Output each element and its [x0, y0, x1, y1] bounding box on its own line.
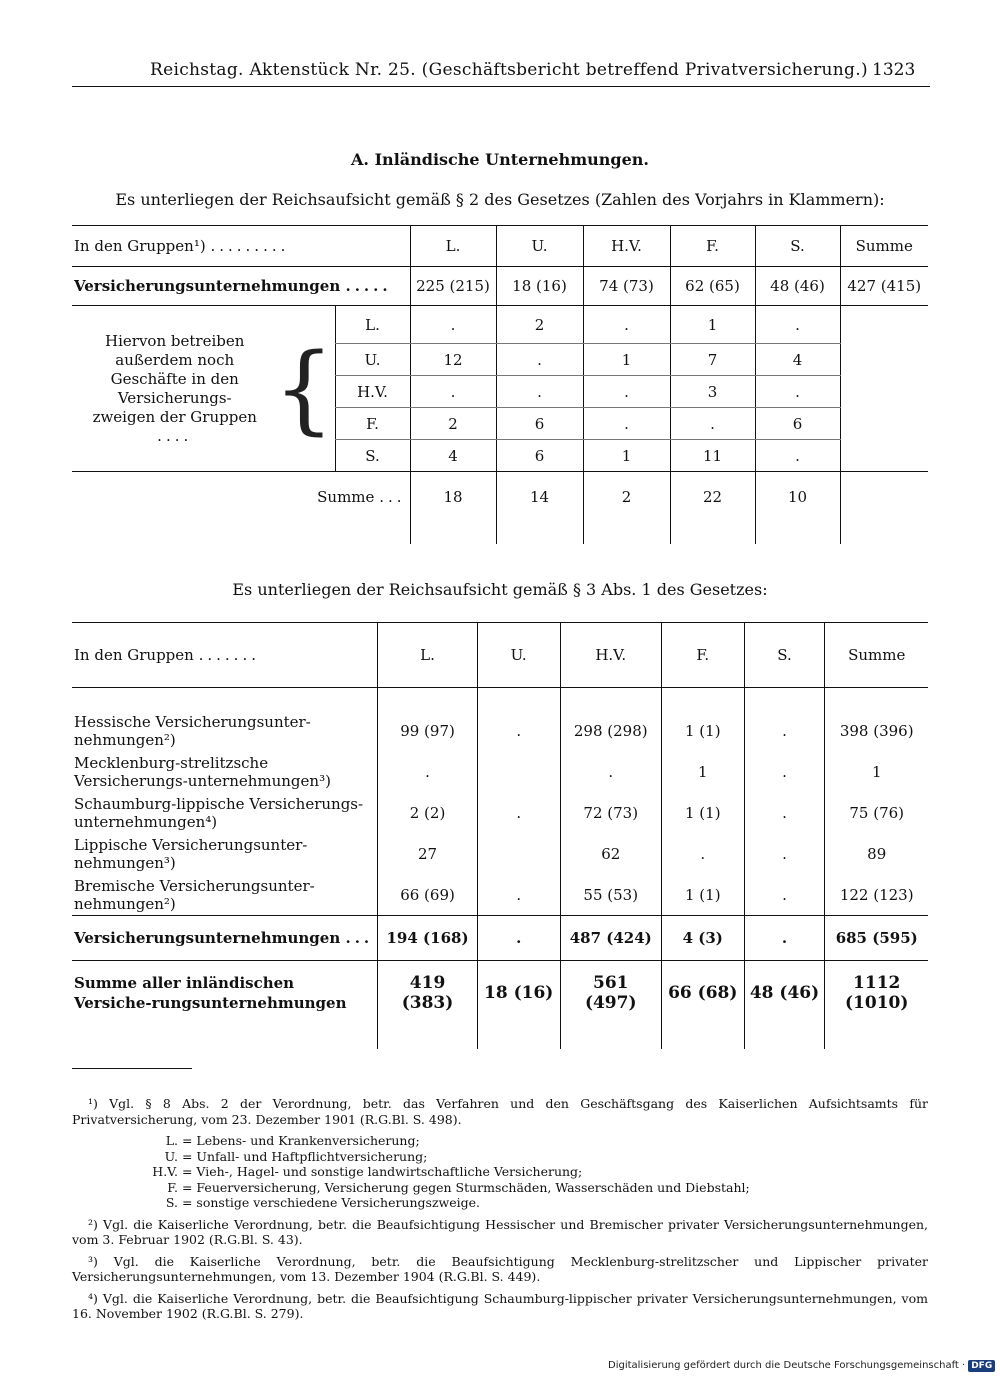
- cell: [840, 344, 928, 376]
- footnote-4: ⁴) Vgl. die Kaiserliche Verordnung, betr. die Beaufsichtigung Schaumburg-lippischer privater Versicherungsunternehmungen, vom 16. November 1902 (R.G.Bl. S. 279).: [72, 1290, 928, 1321]
- curly-brace-icon: {: [273, 332, 335, 445]
- row-label: Mecklenburg-strelitzsche Versicherungs-unternehmungen³): [74, 753, 331, 790]
- cell: .: [477, 874, 560, 916]
- table-row: [72, 710, 928, 751]
- row-label: Summe aller inländischen Versiche-rungsunternehmungen: [74, 974, 347, 1012]
- subgroup-label-line: Hiervon betreiben außerdem noch: [105, 331, 245, 369]
- cell: 55 (53): [560, 874, 661, 916]
- cell: [840, 472, 928, 523]
- cell: 4: [755, 344, 840, 376]
- header-label: In den Gruppen¹): [74, 237, 206, 255]
- table-row: [72, 833, 928, 874]
- footnote-1: ¹) Vgl. § 8 Abs. 2 der Verordnung, betr. das Verfahren und den Geschäftsgang des Kaiserlichen Aufsichtsamts für Privatversicherung, vom 23. Dezember 1901 (R.G.Bl. S. 498).: [72, 1096, 928, 1127]
- cell: .: [744, 792, 825, 833]
- running-header-title: Reichstag. Aktenstück Nr. 25. (Geschäftsbericht betreffend Privatversicherung.): [150, 60, 868, 80]
- cell: .: [744, 751, 825, 792]
- cell: 66 (68): [661, 961, 744, 1026]
- cell: [477, 751, 560, 792]
- cell: .: [496, 376, 583, 408]
- cell: 1: [670, 306, 755, 344]
- cell: .: [410, 306, 496, 344]
- row-label: Versicherungsunternehmungen .....: [72, 267, 410, 306]
- cell: 1 (1): [661, 874, 744, 916]
- cell: [840, 306, 928, 344]
- dfg-logo-icon: DFG: [968, 1360, 995, 1372]
- table-row: [72, 306, 928, 344]
- cell: .: [583, 376, 670, 408]
- cell: 4: [410, 440, 496, 472]
- footnote-2: ²) Vgl. die Kaiserliche Verordnung, betr. die Beaufsichtigung Hessischer und Bremischer privater Versicherungsunternehmungen, vom 3. Februar 1902 (R.G.Bl. S. 43).: [72, 1216, 928, 1247]
- cell: .: [583, 408, 670, 440]
- col-header: H.V.: [583, 226, 670, 267]
- table-row: [72, 751, 928, 792]
- table-row: [72, 267, 928, 306]
- cell: .: [477, 792, 560, 833]
- cell: 14: [496, 472, 583, 523]
- subgroup-label-cell: [72, 306, 335, 472]
- cell: 122 (123): [825, 874, 928, 916]
- cell: 11: [670, 440, 755, 472]
- table-header-row: [72, 623, 928, 688]
- cell: .: [755, 440, 840, 472]
- intro-paragraph-2: Es unterliegen der Reichsaufsicht gemäß § 3 Abs. 1 des Gesetzes:: [232, 580, 768, 599]
- cell: 2: [496, 306, 583, 344]
- cell: .: [755, 376, 840, 408]
- col-header: F.: [670, 226, 755, 267]
- cell: .: [560, 751, 661, 792]
- cell: 2: [583, 472, 670, 523]
- cell: 62: [560, 833, 661, 874]
- col-header: Summe: [840, 226, 928, 267]
- cell: 2: [410, 408, 496, 440]
- table-grand-total-row: [72, 961, 928, 1026]
- col-header: L.: [378, 623, 478, 688]
- digitization-credit: [608, 1360, 995, 1372]
- cell: 27: [378, 833, 478, 874]
- cell: .: [477, 710, 560, 751]
- cell: .: [744, 710, 825, 751]
- cell: 48 (46): [755, 267, 840, 306]
- subgroup-name: L.: [335, 306, 410, 344]
- header-rule: [72, 86, 930, 87]
- cell: 1: [583, 440, 670, 472]
- col-header: F.: [661, 623, 744, 688]
- cell: [840, 408, 928, 440]
- abbreviation-item: F. = Feuerversicherung, Versicherung gegen Sturmschäden, Wasserschäden und Diebstahl;: [167, 1179, 750, 1195]
- footnote-3: ³) Vgl. die Kaiserliche Verordnung, betr. die Beaufsichtigung Mecklenburg-strelitzscher und Lippischer privater Versicherungsunternehmungen, vom 13. Dezember 1904 (R.G.Bl. S. 449).: [72, 1253, 928, 1284]
- cell: 398 (396): [825, 710, 928, 751]
- cell: 685 (595): [825, 916, 928, 961]
- col-header: H.V.: [560, 623, 661, 688]
- table-sum-row: [72, 472, 928, 523]
- intro-paragraph-1: Es unterliegen der Reichsaufsicht gemäß § 2 des Gesetzes (Zahlen des Vorjahrs in Klammern):: [115, 190, 885, 209]
- cell: 74 (73): [583, 267, 670, 306]
- cell: .: [744, 874, 825, 916]
- abbreviation-item: L. = Lebens- und Krankenversicherung;: [165, 1133, 420, 1148]
- cell: 7: [670, 344, 755, 376]
- cell: .: [744, 833, 825, 874]
- cell: 427 (415): [840, 267, 928, 306]
- col-header: Summe: [825, 623, 928, 688]
- cell: 1112 (1010): [825, 961, 928, 1026]
- subgroup-label-line: Geschäfte in den Versicherungs-: [110, 369, 239, 407]
- cell: .: [661, 833, 744, 874]
- table-header-row: [72, 226, 928, 267]
- cell: 1 (1): [661, 792, 744, 833]
- subgroup-name: F.: [335, 408, 410, 440]
- cell: 4 (3): [661, 916, 744, 961]
- cell: 18 (16): [477, 961, 560, 1026]
- table-tail: [72, 522, 928, 544]
- row-label: Summe ...: [72, 472, 410, 523]
- cell: 6: [496, 408, 583, 440]
- cell: 194 (168): [378, 916, 478, 961]
- cell: 1: [661, 751, 744, 792]
- col-header: S.: [744, 623, 825, 688]
- cell: 6: [755, 408, 840, 440]
- cell: .: [744, 916, 825, 961]
- table-supervision-section-2: [72, 225, 928, 544]
- abbreviation-item: H.V. = Vieh-, Hagel- und sonstige landwirtschaftliche Versicherung;: [152, 1164, 583, 1179]
- table-supervision-section-3: [72, 622, 928, 1049]
- cell: .: [670, 408, 755, 440]
- cell: 3: [670, 376, 755, 408]
- subgroup-name: U.: [335, 344, 410, 376]
- abbreviation-list: [72, 1133, 928, 1211]
- cell: 1: [825, 751, 928, 792]
- col-header: S.: [755, 226, 840, 267]
- cell: 225 (215): [410, 267, 496, 306]
- cell: .: [755, 306, 840, 344]
- row-label: Lippische Versicherungsunter-nehmungen³): [74, 835, 308, 872]
- cell: 62 (65): [670, 267, 755, 306]
- cell: 1 (1): [661, 710, 744, 751]
- row-label: Hessische Versicherungsunter-nehmungen²): [74, 712, 311, 749]
- credit-text: Digitalisierung gefördert durch die Deutsche Forschungsgemeinschaft ·: [608, 1360, 966, 1371]
- cell: 10: [755, 472, 840, 523]
- cell: 72 (73): [560, 792, 661, 833]
- table-row: [72, 874, 928, 916]
- section-title: A. Inländische Unternehmungen.: [351, 150, 649, 169]
- subgroup-name: S.: [335, 440, 410, 472]
- cell: 6: [496, 440, 583, 472]
- subgroup-label-line: zweigen der Gruppen ....: [92, 407, 257, 445]
- cell: .: [410, 376, 496, 408]
- cell: 22: [670, 472, 755, 523]
- footnotes: [72, 1096, 928, 1328]
- header-label-cell: In den Gruppen .......: [72, 623, 378, 688]
- table-row: [72, 792, 928, 833]
- cell: 18 (16): [496, 267, 583, 306]
- cell: 99 (97): [378, 710, 478, 751]
- cell: 2 (2): [378, 792, 478, 833]
- cell: 18: [410, 472, 496, 523]
- cell: 298 (298): [560, 710, 661, 751]
- col-header: U.: [477, 623, 560, 688]
- cell: 419 (383): [378, 961, 478, 1026]
- cell: 89: [825, 833, 928, 874]
- cell: [477, 833, 560, 874]
- cell: 561 (497): [560, 961, 661, 1026]
- abbreviation-item: U. = Unfall- und Haftpflichtversicherung;: [164, 1148, 428, 1164]
- cell: 48 (46): [744, 961, 825, 1026]
- cell: [840, 376, 928, 408]
- row-label: Schaumburg-lippische Versicherungs-unternehmungen⁴): [74, 794, 364, 831]
- cell: 1: [583, 344, 670, 376]
- table-total-row: [72, 916, 928, 961]
- cell: .: [378, 751, 478, 792]
- col-header: L.: [410, 226, 496, 267]
- subgroup-name: H.V.: [335, 376, 410, 408]
- col-header: U.: [496, 226, 583, 267]
- cell: 75 (76): [825, 792, 928, 833]
- cell: .: [496, 344, 583, 376]
- abbreviation-item: S. = sonstige verschiedene Versicherungszweige.: [165, 1195, 481, 1210]
- page-number: 1323: [872, 60, 916, 80]
- footnote-rule: [72, 1068, 192, 1069]
- header-label-cell: In den Gruppen¹) .........: [72, 226, 410, 267]
- row-label: Bremische Versicherungsunter-nehmungen²): [74, 876, 315, 913]
- cell: .: [583, 306, 670, 344]
- row-label: Versicherungsunternehmungen ...: [72, 916, 378, 961]
- cell: 12: [410, 344, 496, 376]
- cell: [840, 440, 928, 472]
- cell: 487 (424): [560, 916, 661, 961]
- cell: .: [477, 916, 560, 961]
- cell: 66 (69): [378, 874, 478, 916]
